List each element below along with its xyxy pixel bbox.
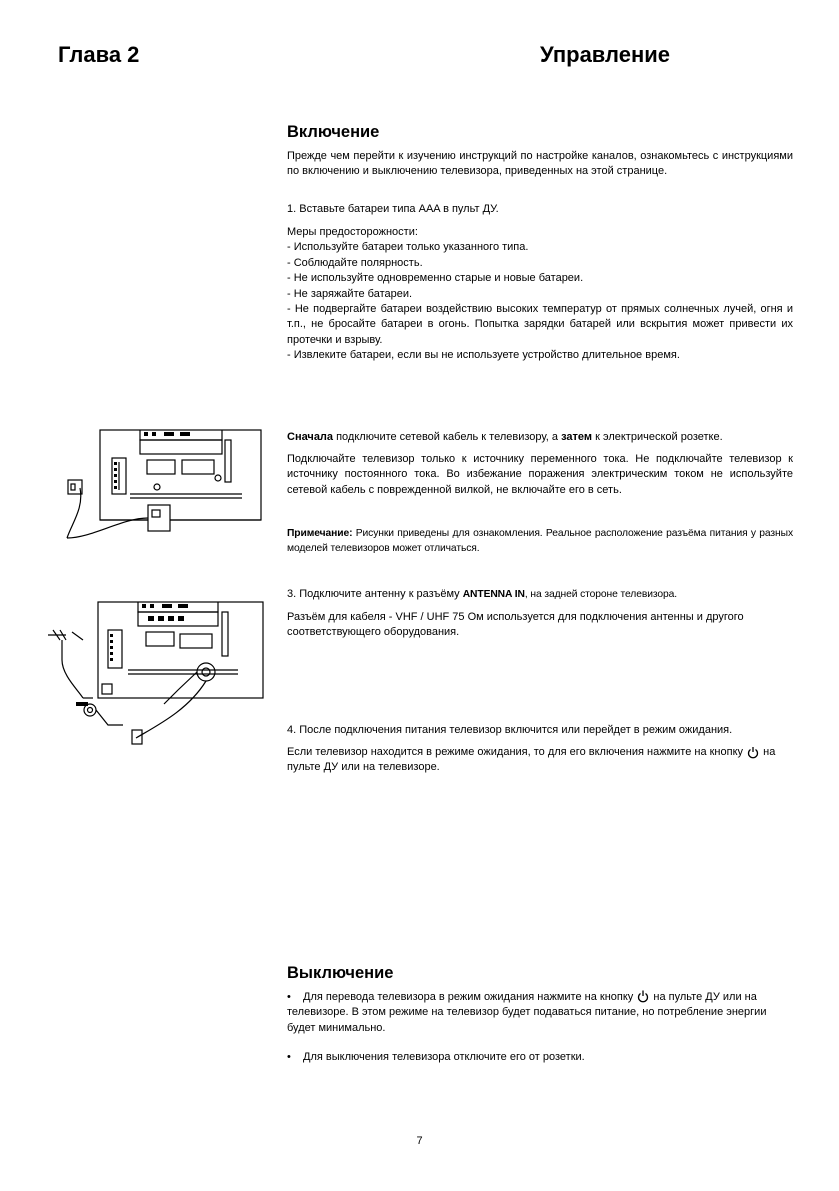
precautions-block xyxy=(287,225,793,364)
note-text: Рисунки приведены для ознакомления. Реальное расположение разъёма питания у разных моделей телевизоров может отличаться. xyxy=(287,528,793,555)
precautions-title: Меры предосторожности: xyxy=(287,226,418,238)
chapter-title: Глава 2 xyxy=(58,42,140,67)
precautions-list xyxy=(287,240,793,363)
power-off-bullet-2 xyxy=(287,1050,793,1065)
bullet-1-a: Для перевода телевизора в режим ожидания нажмите на кнопку xyxy=(303,991,637,1003)
step-4: 4. После подключения питания телевизор включится или перейдет в режим ожидания. xyxy=(287,724,733,736)
step-1: 1. Вставьте батареи типа AAA в пульт ДУ. xyxy=(287,203,499,215)
power-icon xyxy=(746,746,760,759)
section-title: Управление xyxy=(540,42,671,67)
power-info: Подключайте телевизор только к источнику переменного тока. Не подключайте телевизор к источнику постоянного тока. Во избежание поражения электрическим током не используйте сетевой кабель с поврежденной вилкой, не включайте его в сеть. xyxy=(287,453,793,496)
power-off-heading: Выключение xyxy=(287,964,394,982)
precaution-item: - Используйте батареи только указанного типа. xyxy=(287,241,529,254)
page-number: 7 xyxy=(416,1135,423,1147)
step-2-first: Сначала xyxy=(287,431,334,443)
step-3-b: , на задней стороне телевизора. xyxy=(524,589,678,600)
power-icon xyxy=(636,990,650,1004)
antenna-in-label: ANTENNA IN xyxy=(462,589,525,600)
step-3 xyxy=(287,587,793,602)
bullet-1-b: на пульте ДУ или на телевизоре. В этом режиме на телевизор будет подаваться питание, но потребление энергии будет минимально. xyxy=(287,991,767,1034)
tv-antenna-connection-illustration xyxy=(38,600,268,748)
intro-paragraph: Прежде чем перейти к изучению инструкций по настройке каналов, ознакомьтесь с инструкциями по включению и выключению телевизора, приведенных на этой странице. xyxy=(287,150,793,178)
precaution-item: - Не заряжайте батареи. xyxy=(287,287,413,300)
step-3-a: 3. Подключите антенну к разъёму xyxy=(287,588,463,600)
precaution-item: - Соблюдайте полярность. xyxy=(287,256,423,269)
bullet-marker: • xyxy=(287,1051,291,1063)
antenna-info: Разъём для кабеля - VHF / UHF 75 Ом используется для подключения антенны и другого соответствующего оборудования. xyxy=(287,611,744,639)
standby-a: Если телевизор находится в режиме ожидания, то для его включения нажмите на кнопку xyxy=(287,746,747,758)
precaution-item: - Не подвергайте батареи воздействию высоких температур от прямых солнечных лучей, огня и т.п., не бросайте батареи в огонь. Попытка зарядки батарей или вскрытия может привести их протечки и взрыву. xyxy=(287,303,793,346)
standby-b: на пульте ДУ или на телевизоре. xyxy=(287,746,776,774)
step-2-end: к электрической розетке. xyxy=(592,431,723,443)
power-on-heading: Включение xyxy=(287,123,380,141)
power-off-bullet-1 xyxy=(287,990,777,1036)
step-2-mid: подключите сетевой кабель к телевизору, а xyxy=(333,431,562,443)
bullet-marker: • xyxy=(287,991,291,1003)
note xyxy=(287,526,793,557)
standby-paragraph xyxy=(287,745,782,776)
note-label: Примечание: xyxy=(287,528,353,539)
step-2-then: затем xyxy=(561,431,593,443)
bullet-2-text: Для выключения телевизора отключите его от розетки. xyxy=(303,1051,585,1063)
precaution-item: - Извлеките батареи, если вы не используете устройство длительное время. xyxy=(287,349,680,362)
tv-power-connection-illustration xyxy=(62,428,267,540)
precaution-item: - Не используйте одновременно старые и новые батареи. xyxy=(287,272,584,285)
step-2 xyxy=(287,430,793,445)
